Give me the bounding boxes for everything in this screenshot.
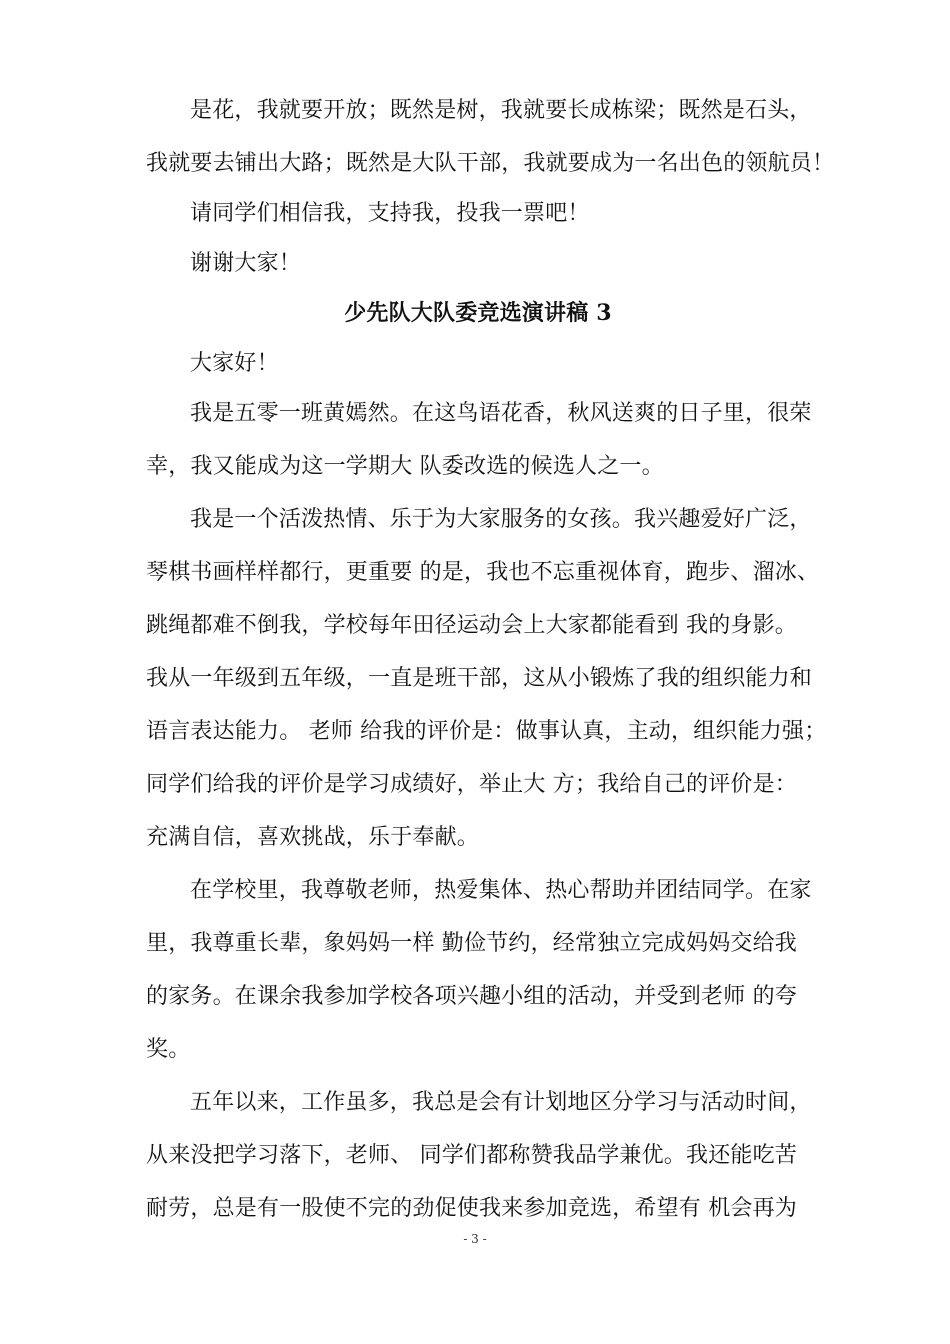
text-line: 五年以来，工作虽多，我总是会有计划地区分学习与活动时间， bbox=[190, 1090, 812, 1115]
text-line: 在学校里，我尊敬老师，热爱集体、热心帮助并团结同学。在家 bbox=[190, 878, 812, 903]
text-line: 从来没把学习落下，老师、 同学们都称赞我品学兼优。我还能吃苦 bbox=[146, 1143, 797, 1168]
text-line: 我是一个活泼热情、乐于为大家服务的女孩。我兴趣爱好广泛， bbox=[190, 507, 812, 532]
document-body bbox=[146, 96, 835, 1223]
text-line: 同学们给我的评价是学习成绩好，举止大 方；我给自己的评价是： bbox=[146, 772, 797, 797]
text-line: 谢谢大家！ bbox=[190, 251, 302, 276]
text-line: 语言表达能力。 老师 给我的评价是：做事认真，主动，组织能力强； bbox=[146, 719, 827, 744]
section-title: 少先队大队委竞选演讲稿 3 bbox=[344, 300, 612, 326]
text-line: 的家务。在课余我参加学校各项兴趣小组的活动，并受到老师 的夸 bbox=[146, 984, 797, 1009]
text-line: 奖。 bbox=[146, 1037, 191, 1062]
text-line: 我从一年级到五年级，一直是班干部，这从小锻炼了我的组织能力和 bbox=[146, 666, 813, 691]
text-line: 耐劳，总是有一股使不完的劲促使我来参加竞选，希望有 机会再为 bbox=[146, 1196, 797, 1221]
text-line: 幸，我又能成为这一学期大 队委改选的候选人之一。 bbox=[146, 454, 664, 479]
text-line: 我就要去铺出大路；既然是大队干部，我就要成为一名出色的领航员！ bbox=[146, 151, 835, 176]
text-line: 琴棋书画样样都行，更重要 的是，我也不忘重视体育，跑步、溜冰、 bbox=[146, 560, 820, 585]
text-line: 跳绳都难不倒我，学校每年田径运动会上大家都能看到 我的身影。 bbox=[146, 613, 797, 638]
text-line: 里，我尊重长辈，象妈妈一样 勤俭节约，经常独立完成妈妈交给我 bbox=[146, 931, 797, 956]
text-line: 我是五零一班黄嫣然。在这鸟语花香，秋风送爽的日子里，很荣 bbox=[190, 401, 812, 426]
page-number: - 3 - bbox=[463, 1232, 487, 1246]
text-line: 请同学们相信我，支持我，投我一票吧！ bbox=[190, 201, 590, 226]
text-line: 充满自信，喜欢挑战，乐于奉献。 bbox=[146, 825, 480, 850]
text-line: 大家好！ bbox=[190, 351, 279, 376]
text-line: 是花，我就要开放；既然是树，我就要长成栋梁；既然是石头， bbox=[190, 98, 812, 123]
